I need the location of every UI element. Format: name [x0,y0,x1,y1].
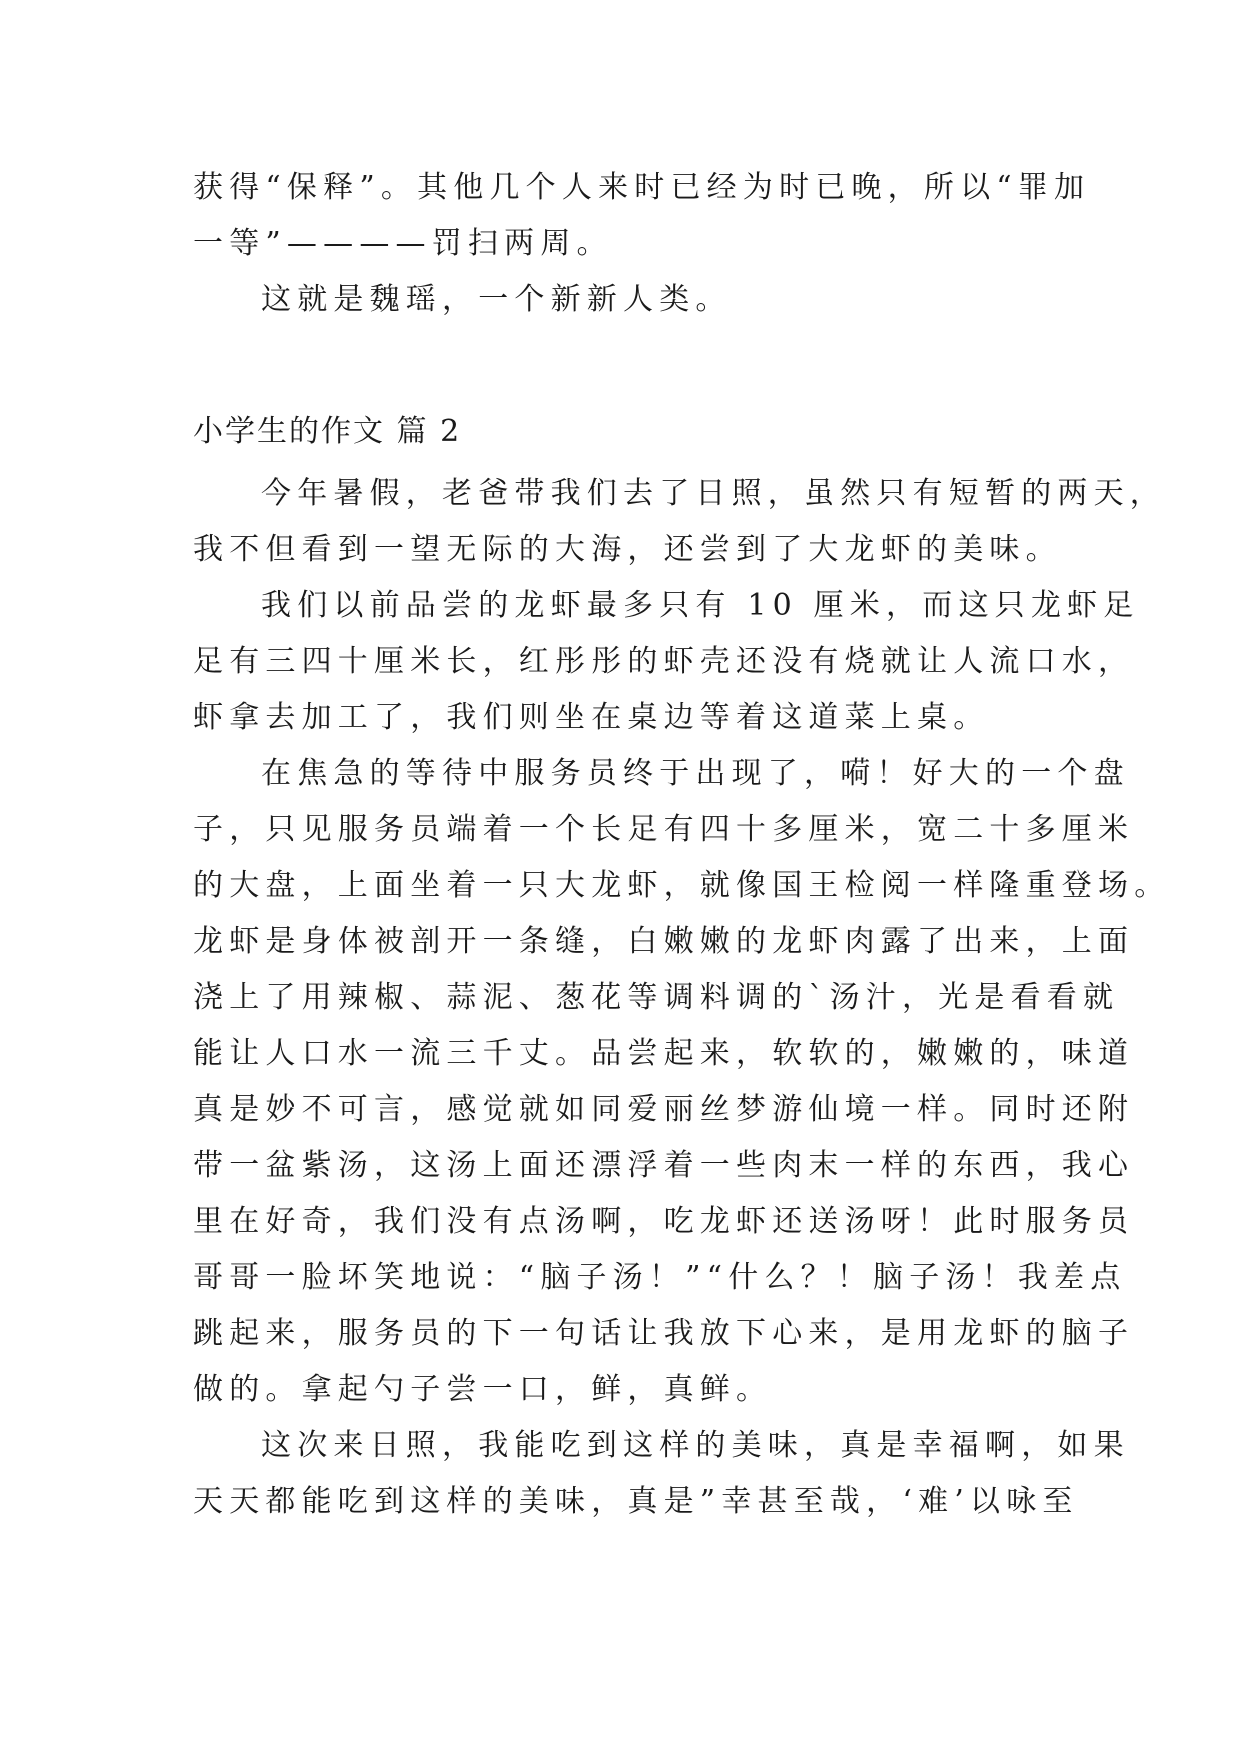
text-line: 做的。拿起勺子尝一口，鲜，真鲜。 [193,1372,773,1407]
paragraph [193,578,1140,746]
text-line: 虾拿去加工了，我们则坐在桌边等着这道菜上桌。 [193,700,990,735]
text-line: 获得“保释”。其他几个人来时已经为时已晚，所以“罪加 [193,170,1091,205]
text-line: 真是妙不可言，感觉就如同爱丽丝梦游仙境一样。同时还附 [193,1092,1135,1127]
paragraph [193,746,1171,1418]
text-line: 子，只见服务员端着一个长足有四十多厘米，宽二十多厘米 [193,812,1135,847]
text-line: 足有三四十厘米长，红彤彤的虾壳还没有烧就让人流口水， [193,644,1135,679]
paragraph [193,466,1166,578]
text-line: 里在好奇，我们没有点汤啊，吃龙虾还送汤呀！此时服务员 [193,1204,1135,1239]
section-heading: 小学生的作文 篇 2 [193,414,462,449]
text-line: 这次来日照，我能吃到这样的美味，真是幸福啊，如果 [261,1428,1130,1463]
text-line: 我不但看到一望无际的大海，还尝到了大龙虾的美味。 [193,532,1062,567]
text-line: 天天都能吃到这样的美味，真是”幸甚至哉，‘难’以咏至 [193,1484,1079,1519]
text-line: 带一盆紫汤，这汤上面还漂浮着一些肉末一样的东西，我心 [193,1148,1135,1183]
spacer [193,328,1055,398]
text-line: 能让人口水一流三千丈。品尝起来，软软的，嫩嫩的，味道 [193,1036,1135,1071]
document-page [193,160,1171,1530]
text-line: 这就是魏瑶，一个新新人类。 [261,282,732,317]
text-line: 在焦急的等待中服务员终于出现了，嗬！好大的一个盘 [261,756,1130,791]
text-line: 的大盘，上面坐着一只大龙虾，就像国王检阅一样隆重登场。 [193,868,1171,903]
text-line: 我们以前品尝的龙虾最多只有 10 厘米，而这只龙虾足 [261,588,1140,623]
text-line: 今年暑假，老爸带我们去了日照，虽然只有短暂的两天， [261,476,1166,511]
paragraph [193,1418,1130,1530]
paragraph [193,272,1055,328]
text-line: 跳起来，服务员的下一句话让我放下心来，是用龙虾的脑子 [193,1316,1135,1351]
text-line: 浇上了用辣椒、蒜泥、葱花等调料调的`汤汁，光是看看就 [193,980,1120,1015]
text-line: 哥哥一脸坏笑地说：“脑子汤！”“什么？！脑子汤！我差点 [193,1260,1127,1295]
text-line: 一等”————罚扫两周。 [193,226,613,261]
text-line: 龙虾是身体被剖开一条缝，白嫩嫩的龙虾肉露了出来，上面 [193,924,1135,959]
paragraph [193,160,1091,272]
